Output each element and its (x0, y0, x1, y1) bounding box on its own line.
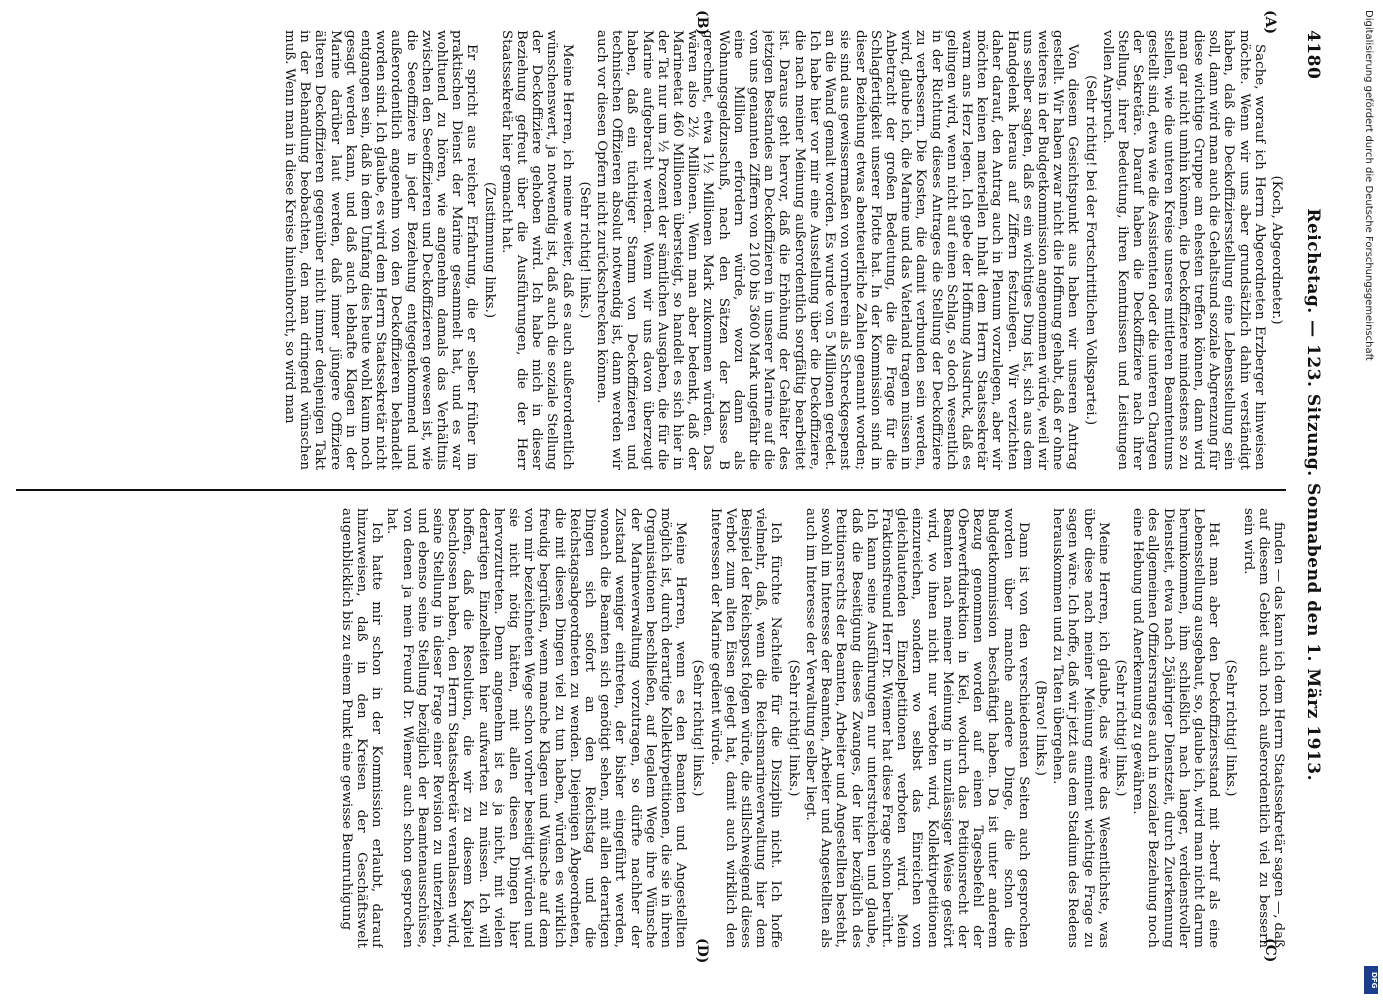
interjection: (Zustimmung links.) (481, 181, 497, 319)
paragraph: Ich hatte mir schon in der Kommission erlaubt, darauf hinzuweisen, daß in den Kreisen der Geschäftswelt augenblicklich bis zu einem Punkt eine gewisse Beunruhigung (338, 508, 385, 948)
interjection: (Sehr richtig! links.) (576, 181, 592, 319)
paragraph: Er spricht aus reicher Erfahrung, die er selber früher im praktischen Dienst der Marine gesammelt hat, und es war wohltuend zu hören, wie angenehm damals das Verhältnis zwischen den Seeoffizieren und Deckoffizieren gewesen ist, wie die Seeoffiziere in jeder Beziehung entgegenkommend und außerordentlich angenehm von den Deckoffizieren behandelt worden sind. Ich glaube, es wird dem Herrn Staatssekretär nicht entgangen sein, daß in dem Umfang dies heute wohl kaum noch gesagt werden kann, und daß auch lebhafte Klagen in der Marine darüber laut werden, daß immer jüngere Offiziere älteren Deckoffizieren gegenüber nicht immer denjenigen Takt in der Behandlung beobachten, den man dringend wünschen muß. Wenn man in diese Kreise hineinhorcht, so wird man (282, 30, 480, 470)
page-title: Reichstag. — 123. Sitzung. Sonnabend den 1. März 1913. (1303, 208, 1323, 781)
document-page (0, 10, 1330, 970)
paragraph: Meine Herren, ich meine weiter, daß es auch außerordentlich wünschenswert, ja notwendig ist, daß auch die soziale Stellung der Deckoffiziere gehoben wird. Ich habe mich in dieser Beziehung gefreut über die Ausführungen, die der Herr Staatssekretär hier gemacht hat. (498, 30, 575, 470)
dfg-logo: DFG (1364, 966, 1378, 994)
paragraph: Hat man aber den Deckoffiziersstand mit -beruf als eine Lebensstellung ausgebaut, so, glaube ich, wird man nicht darum herumkommen, ihm schließlich nach langer, verdienstvoller Diensteit, etwa nach 25jähriger Dienstzeit, durch Zuerkennung des allgemeinen Offiziersranges auch in sozialer Beziehung noch eine Hebung und Anerkennung zu gewähren. (1130, 508, 1222, 948)
interjection: (Sehr richtig! links.) (1112, 659, 1128, 797)
paragraph: Sache, worauf ich Herrn Abgeordneten Erzberger hinweisen möchte. Wenn wir uns aber grundsätzlich dahin verständigt haben, daß die Deckoffiziersstellung eine Lebensstellung sein soll, dann wird man auch die Gehaltsund soziale Abgrenzung für diese wichtige Gruppe am ehesten treffen können, dann wird man gar nicht umhin können, die Deckoffiziere mindestens so zu stellen, wie die unteren Kreise unseres mittleren Beamtentums gestellt sind, etwa wie die Assistenten oder die unteren Chargen der Sekretäre. Darauf haben die Deckoffiziere nach ihrer Stellung, ihrer Bedeutung, ihren Kenntnissen und Leistungen vollen Anspruch. (1099, 30, 1267, 470)
interjection: (Sehr richtig! links.) (690, 659, 706, 797)
paragraph: Meine Herren, ich glaube, das wäre das Wesentlichste, was über diese nach meiner Meinung eminent wichtige Frage zu sagen wäre. Ich hoffe, daß wir jetzt aus dem Stadium des Redens herauskommen und zu Taten übergehen. (1050, 508, 1111, 948)
margin-mark-a: (A) (1262, 10, 1278, 35)
digitization-note-text: Digitalisierung gefördert durch die Deutsche Forschungsgemeinschaft (1363, 10, 1374, 361)
paragraph: finden — das kann ich dem Herrn Staatssekretär sagen —, daß auf diesem Gebiet auch noch außerordentlich viel zu bessern sein wird. (1240, 508, 1286, 948)
interjection: (Sehr richtig! links.) (1223, 659, 1239, 797)
interjection: (Koch, Abgeordneter.) (1269, 175, 1284, 325)
paragraph: Dann ist von den verschiedensten Seiten auch gesprochen worden über manche andere Dinge, die schon die Budgetkommission beschäftigt haben. Da ist unter anderem Bezug genommen worden auf einen Tagesbefehl der Oberwerftdirektion in Kiel, wodurch das Petitionsrecht der Beamten nach meiner Meinung in unzulässiger Weise gestört wird, wo ihnen nicht nur verboten wird, Kollektivpetitionen einzureichen, sondern wo selbst das Einreichen von gleichlautenden Einzelpetitionen verboten wird. Mein Fraktionsfreund Herr Dr. Wiemer hat diese Frage schon berührt. Ich kann seine Ausführungen nur unterstreichen und glaube, daß die Beseitigung dieses Zwanges, der hier bezüglich des Petitionsrechts der Beamten, Arbeiter und Angestellten besteht, sowohl im Interesse der Beamten, Arbeiter und Angestellten als auch im Interesse der Verwaltung selber liegt. (802, 508, 1031, 948)
margin-mark-d: (D) (694, 938, 710, 964)
digitization-note (1362, 10, 1376, 990)
paragraph: Von diesem Gesichtspunkt aus haben wir unseren Antrag gestellt. Wir haben zwar nicht die Hoffnung gehabt, daß er ohne weiteres in der Budgetkommission angenommen würde, weil wir uns selber sagten, daß es ein wichtiges Ding ist, sich aus dem Handgelenk heraus auf Ziffern festzulegen. Wir verzichten daher darauf, den Antrag auch in Plenum vorzulegen, aber wir möchten keinen materiellen Inhalt dem Herrn Staatssekretär warm ans Herz legen. Ich gebe der Hoffnung Ausdruck, daß es gelingen wird, wenn nicht auf einen Schlag, so doch wesentlich in der Richtung dieses Antrages die Stellung der Deckoffiziere zu verbessern. Die Kosten, die damit verbunden sein werden, wird, glaube ich, die Marine und das Vaterland tragen müssen in Anbetracht der großen Bedeutung, die die Frage für die Schlagfertigkeit unserer Flotte hat. In der Kommission sind in dieser Beziehung etwas abenteuerliche Zahlen genannt worden; sie sind aus gewissermaßen von vornherein als Schreckgespenst an die Wand gemalt worden. Es wurde von 5 Millionen geredet. Ich habe hier vor mir eine Ausstellung über die Deckoffiziere, die nach meiner Meinung außerordentlich sorgfältig bearbeitet ist. Daraus geht hervor, daß die Erhöhung der Gehälter des jetzigen Bestandes an Deckoffizieren in unserer Marine auf die von uns genannten Ziffern von 2100 bis 3600 Mark ungefähr die eine Million erfordern würde, wozu dann als Wohnungsgeldzuschuß, nach den Sätzen der Klasse B gerechnet, etwa 1½ Millionen Mark zukommen würden. Das wären also 2½ Millionen. Wenn man aber bedenkt, daß der Marineetat 460 Millionen übersteigt, so handelt es sich hier in der Tat nur um ½ Prozent der sämtlichen Ausgaben, die für die Marine aufgebracht werden. Wenn wir uns davon überzeugt haben, daß ein tüchtiger Stamm von Deckoffizieren und technischen Offizieren absolut notwendig ist, dann werden wir auch vor diesen Opfern nicht zurückschrecken können. (594, 30, 1081, 470)
page-number: 4180 (1303, 30, 1323, 80)
text-column-left (16, 30, 1286, 470)
text-column-right (16, 508, 1286, 948)
page-header (1296, 30, 1330, 950)
paragraph: Meine Herren, wenn es den Beamten und Angestellten möglich ist, durch derartige Kollektivpetitionen, die sie in ihren Organisationen beschließen, auf legalem Wege ihre Wünsche der Marineverwaltung vorzutragen, so dürfte nachher der Zustand weniger eintreten, der bisher eingeführt werden, wonach die Beamten sich genötigt sehen, mit allen derartigen Dingen sich sofort an den Reichstag und die Reichstagsabgeordneten zu wenden. Diejenigen Abgeordneten, die mit diesen Dingen viel zu tun haben, würden es wirklich freudig begrüßen, wenn manche Klagen und Wünsche auf dem von mir bezeichneten Wege schon vorher beseitigt würden und sie nicht nötig hätten, mit allen diesen Dingen hier hervorzutreten. Denn angenehm ist es ja nicht, mit vielen derartigen Einzelheiten hier aufwarten zu müssen. Ich will hoffen, daß die Resolution, die wir zu diesem Kapitel beschlossen haben, den Herrn Staatssekretär veranlassen wird, seine Stellung in dieser Frage einer Revision zu unterziehen, und ebenso seine Stellung bezüglich der Beamtenausschüsse, von denen ja mein Freund Dr. Wiemer auch schon gesprochen hat. (384, 508, 689, 948)
interjection: (Sehr richtig! links.) (785, 659, 801, 797)
interjection: (Bravo! links.) (1032, 680, 1048, 776)
margin-mark-b: (B) (694, 10, 710, 36)
margin-mark-c: (C) (1262, 938, 1278, 963)
interjection: (Sehr richtig! bei der Fortschrittlichen Volkspartei.) (1082, 74, 1098, 426)
paragraph: Ich fürchte Nachteile für die Disziplin nicht. Ich hoffe vielmehr, daß, wenn die Reichsmarineverwaltung hier dem Beispiel der Reichspost folgen würde, die stillschweigend dieses Verbot zum alten Eisen gelegt hat, damit auch wirklich den Interessen der Marine gedient würde. (707, 508, 784, 948)
column-divider (16, 489, 1286, 491)
